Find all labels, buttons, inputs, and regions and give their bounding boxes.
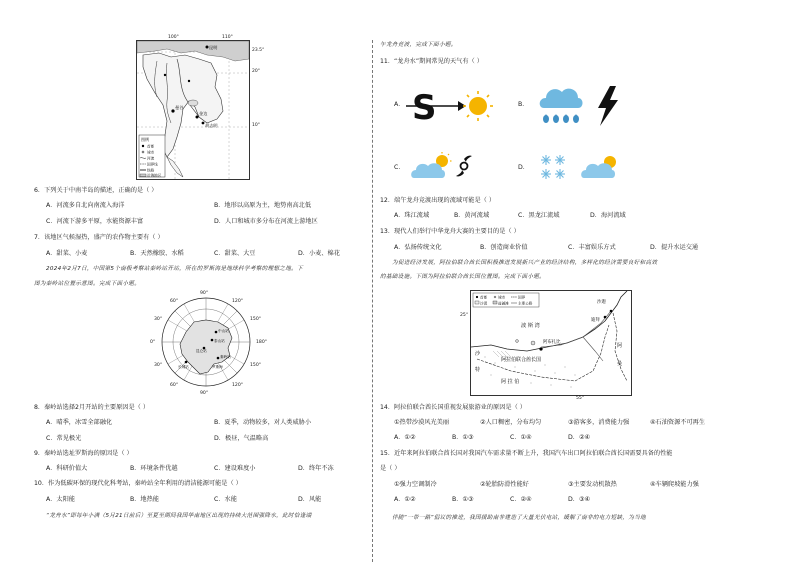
q11-option-c-icons[interactable] — [410, 150, 476, 184]
q6-option-b[interactable]: B．地形以高原为主，地势南高北低 — [214, 202, 312, 209]
q15-statement-1: ①强力空调制冷 — [394, 481, 437, 488]
polar-lon-0: 0° — [150, 340, 156, 345]
q6-option-d[interactable]: D．人口和城市多分布在河流上游地区 — [214, 218, 318, 225]
q8-stem: 8．秦岭站选择2月开站的主要原因是（ ） — [34, 404, 150, 411]
station-zhongshan: 中山站 — [218, 329, 229, 333]
uae-label-sharjah: 沙迦 — [597, 300, 606, 305]
intro-uae-line2: 的基础设施。下图为阿拉伯联合酋长国位置图。完成下面小题。 — [380, 274, 546, 280]
uae-label-arabia: 阿 拉 伯 — [501, 379, 520, 385]
uae-lat-25: 25° — [460, 313, 469, 318]
uae-label-oman-1: 阿 — [617, 343, 623, 349]
uae-label-saudi-1: 沙 — [475, 351, 481, 357]
q11-option-b[interactable]: B． — [518, 101, 529, 108]
uae-label-oman-2: 曼 — [617, 361, 623, 367]
legend-coastal: 沿海地区 — [147, 173, 162, 178]
q12-option-b[interactable]: B．黄河流域 — [454, 212, 490, 219]
q15-option-d[interactable]: D．③④ — [568, 496, 591, 503]
lat-label-20: 20° — [252, 69, 260, 74]
q6-stem: 6．下列关于中南半岛的描述，正确的是（ ） — [34, 187, 158, 194]
q10-option-c[interactable]: C．水能 — [214, 496, 237, 503]
left-column — [28, 0, 388, 562]
q11-stem: 11．“龙舟水”期间常见的天气有（ ） — [380, 58, 483, 65]
q7-stem: 7．该地区气候湿热，盛产的农作物主要有（ ） — [34, 234, 164, 241]
city-label-kunming: 昆明 — [209, 45, 218, 50]
legend-border: 国界线 — [147, 162, 158, 167]
q14-statement-3: ③游客多，消费能力强 — [568, 419, 630, 426]
q11-option-d-icons[interactable] — [538, 150, 622, 184]
q11-option-b-icons[interactable] — [536, 82, 630, 130]
uae-label-saudi-2: 特 — [475, 367, 481, 373]
q8-option-b[interactable]: B．夏季，动物较多，对人类威胁小 — [214, 419, 312, 426]
legend-title: 图例 — [141, 137, 149, 142]
intro-uae-line1: 为促进经济发展，阿拉伯联合酋长国积极推进发展新兴产业的经济结构，多样化的经济需要良好和高效 — [392, 260, 658, 266]
q13-option-b[interactable]: B．创造商业价值 — [480, 244, 528, 251]
q8-option-d[interactable]: D．极昼，气温略高 — [214, 435, 269, 442]
right-column — [380, 0, 760, 562]
q7-option-c[interactable]: C．甜菜、大豆 — [214, 250, 256, 257]
sun-icon — [463, 91, 493, 121]
lat-label-10: 10° — [252, 123, 260, 128]
polar-lon-60-topleft: 60° — [170, 299, 179, 304]
q14-option-a[interactable]: A．①② — [394, 434, 416, 441]
q15-option-b[interactable]: B．①③ — [452, 496, 474, 503]
legend-river: 河流 — [147, 156, 155, 161]
partly-cloudy-icon-d — [581, 156, 616, 178]
uae-legend-saltflat: 盐碱滩 — [498, 301, 509, 306]
cold-front-icon — [406, 88, 466, 126]
polar-lon-90-top: 90° — [200, 291, 209, 296]
q11-option-c[interactable]: C． — [394, 164, 405, 171]
q13-option-d[interactable]: D．提升水运交通 — [650, 244, 699, 251]
legend-capital: 首都 — [147, 144, 155, 149]
q11-option-a-icons[interactable] — [406, 86, 496, 126]
uae-legend-road: 主要公路 — [518, 301, 533, 306]
q14-option-c[interactable]: C．①④ — [510, 434, 532, 441]
q14-statement-1: ①热带沙漠风光美丽 — [394, 419, 450, 426]
station-changcheng: 长城站 — [178, 365, 189, 369]
svg-text:S: S — [412, 88, 437, 126]
q10-option-b[interactable]: B．地热能 — [130, 496, 159, 503]
q8-option-c[interactable]: C．常见极光 — [46, 435, 82, 442]
q10-option-d[interactable]: D．风能 — [298, 496, 322, 503]
column-divider — [372, 40, 373, 562]
city-label-phnompenh: 金边 — [199, 111, 208, 116]
q10-stem: 10．作为低碳环保的现代化科考站，秦岭站全年利用的清洁能源可能是（ ） — [34, 480, 242, 487]
intro-qinling-line1: 2024年2月7日，中国第5个南极考察站秦岭站开站，所在的罗斯海是地球科学考察的理想之地。下 — [46, 266, 303, 272]
q10-option-a[interactable]: A．太阳能 — [46, 496, 75, 503]
intro-dragonboat-line1: “龙舟水”即每年小满（5月21日前后）至夏至期间我国华南地区出现的持续大范围强降水，此时恰逢端 — [46, 513, 312, 519]
q7-option-a[interactable]: A．甜菜、小麦 — [46, 250, 88, 257]
q11-option-d[interactable]: D． — [518, 164, 529, 171]
lat-label-23-5: 23.5° — [252, 48, 265, 53]
uae-map-drawing — [471, 291, 631, 395]
q14-option-b[interactable]: B．①③ — [452, 434, 474, 441]
polar-lon-150-right: 150° — [250, 317, 262, 322]
polar-lon-60-bottomleft: 60° — [170, 383, 179, 388]
station-kunlun: 昆仑站 — [196, 349, 207, 353]
snowflake-icon — [541, 155, 565, 179]
q15-statement-2: ②轮胎防滑性能好 — [480, 481, 529, 488]
polar-lon-120-topright: 120° — [232, 299, 244, 304]
lightning-icon — [598, 86, 618, 126]
q9-option-a[interactable]: A．科研价值大 — [46, 465, 88, 472]
intro-southafrica-line1: 伴随“一带一路”倡议的推进，我国援助南非建造了大量光伏电站，缓解了南非的电力短缺，为当地 — [392, 515, 646, 521]
polar-lon-30-left: 30° — [154, 317, 163, 322]
q12-option-a[interactable]: A．珠江流域 — [394, 212, 430, 219]
station-taishan: 泰山站 — [214, 339, 225, 343]
q15-stem-cont: 是（ ） — [380, 465, 401, 472]
q12-option-d[interactable]: D．海河流域 — [590, 212, 626, 219]
q15-statement-3: ③主要发动机散热 — [568, 481, 617, 488]
indochina-map — [136, 40, 250, 180]
q15-statement-4: ④车辆爬坡能力强 — [650, 481, 699, 488]
antarctic-map-drawing — [156, 292, 256, 392]
uae-label-country: 阿拉伯联合酋长国 — [501, 357, 542, 363]
polar-lon-180: 180° — [256, 340, 268, 345]
q13-option-a[interactable]: A．弘扬传统文化 — [394, 244, 442, 251]
uae-legend-capital: 首都 — [480, 295, 488, 300]
uae-legend-border: 国界 — [518, 295, 526, 300]
q8-option-a[interactable]: A．晴季，冰雪全部融化 — [46, 419, 113, 426]
lon-label-100: 100° — [168, 35, 179, 40]
q14-stem: 14．阿拉伯联合酋长国重视发展旅游业的原因是（ ） — [380, 404, 526, 411]
label-ross-sea: 罗斯海 — [212, 365, 223, 369]
uae-label-dubai: 迪拜 — [591, 318, 600, 323]
station-qinling: 秦岭站 — [220, 355, 231, 359]
polar-lon-150-bottomright: 150° — [250, 363, 262, 368]
q9-option-d[interactable]: D．终年不冻 — [298, 465, 334, 472]
q14-option-d[interactable]: D．②④ — [568, 434, 591, 441]
lon-label-110: 110° — [222, 35, 233, 40]
q9-option-c[interactable]: C．建设难度小 — [214, 465, 256, 472]
q7-option-b[interactable]: B．天然橡胶、水稻 — [130, 250, 184, 257]
q6-option-c[interactable]: C．河流下游多平原，水能资源丰富 — [46, 218, 144, 225]
uae-map — [470, 290, 632, 396]
legend-city: 城市 — [147, 150, 155, 155]
q13-option-c[interactable]: C．丰富娱乐方式 — [568, 244, 616, 251]
indochina-map-drawing — [137, 41, 249, 179]
legend-railway: 铁路 — [147, 168, 155, 173]
intro-qinling-line2: 图为秦岭站位置示意图。完成下面小题。 — [34, 281, 141, 287]
city-label-bangkok: 曼谷 — [175, 105, 184, 110]
uae-label-persian-gulf: 波 斯 湾 — [521, 323, 540, 329]
typhoon-icon — [456, 156, 472, 177]
q14-statement-4: ④石油资源不可再生 — [650, 419, 706, 426]
q9-option-b[interactable]: B．环境条件优越 — [130, 465, 178, 472]
q13-stem: 13．现代人们举行中华龙舟大赛的主要目的是（ ） — [380, 228, 520, 235]
intro-dragonboat-cont: 午龙舟竞渡，完成下面小题。 — [380, 42, 457, 48]
q11-option-a[interactable]: A． — [394, 101, 405, 108]
uae-legend-desert: 沙漠 — [480, 301, 488, 306]
polar-lon-30-bottomleft: 30° — [154, 363, 163, 368]
polar-lon-90-bottom: 90° — [200, 391, 209, 396]
q15-stem: 15．近年来阿拉伯联合酋长国对我国汽车需求量不断上升，我国汽车出口阿拉伯联合酋长国需要具备的性能 — [380, 450, 673, 457]
rain-cloud-icon — [540, 89, 583, 123]
city-label-hochiminh: 胡志明 — [205, 123, 218, 128]
partly-cloudy-icon — [411, 152, 451, 178]
q9-stem: 9．秦岭站选址罗斯海的原因是（ ） — [34, 450, 133, 457]
q12-option-c[interactable]: C．黑龙江流域 — [518, 212, 560, 219]
uae-lon-55: 55° — [576, 396, 585, 401]
polar-lon-120-bottomright: 120° — [232, 383, 244, 388]
q7-option-d[interactable]: D．小麦、棉花 — [298, 250, 340, 257]
uae-legend-city: 城市 — [498, 295, 506, 300]
q15-option-c[interactable]: C．②④ — [510, 496, 532, 503]
antarctic-map — [156, 292, 256, 392]
q15-option-a[interactable]: A．①② — [394, 496, 416, 503]
uae-label-abudhabi: 阿布扎比 — [543, 340, 561, 345]
q14-statement-2: ②人口稠密，分布均匀 — [480, 419, 542, 426]
q12-stem: 12．端午龙舟竞渡出现的流域可能是（ ） — [380, 197, 496, 204]
q6-option-a[interactable]: A．河流多自北向南流入海洋 — [46, 202, 125, 209]
